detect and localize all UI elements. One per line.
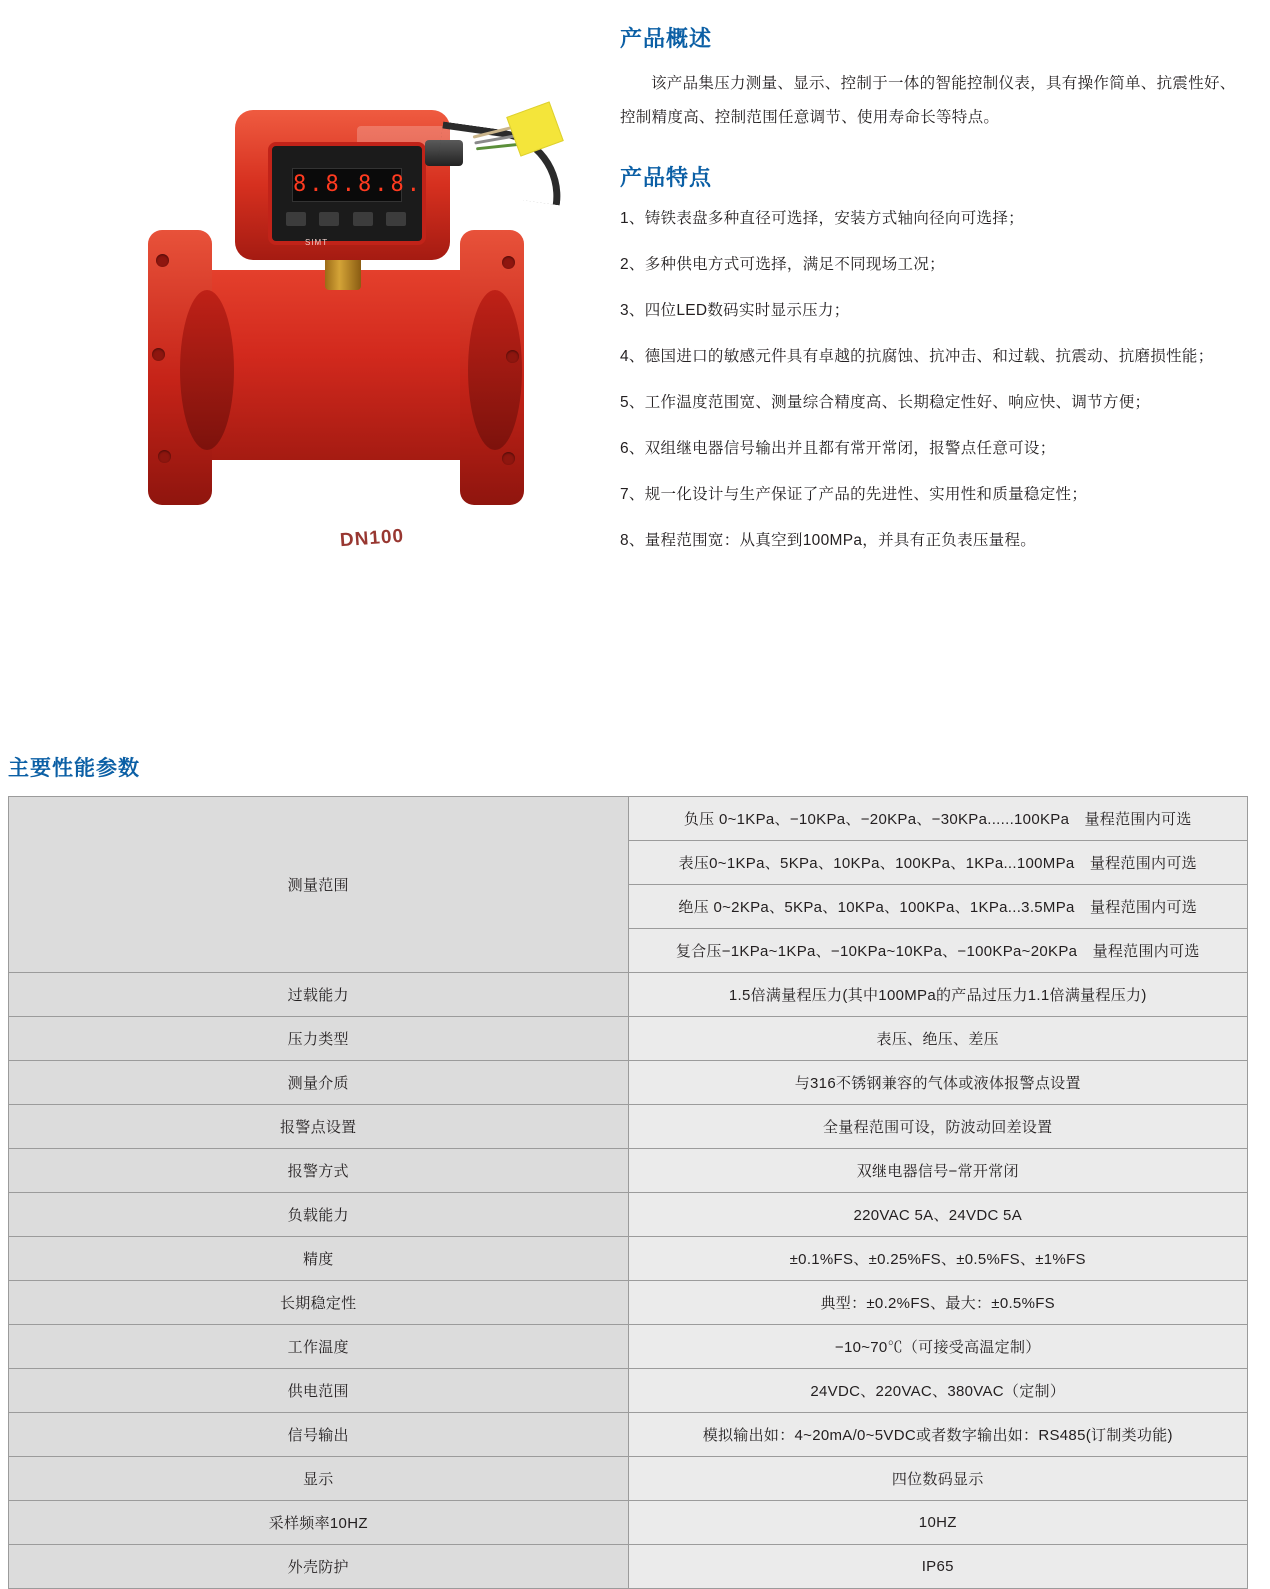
row-label-measuring-range: 测量范围 [9,797,629,973]
list-item [620,298,1250,324]
list-item-number: 6、 [620,440,645,457]
list-item-text: 量程范围宽：从真空到100MPa，并具有正负表压量程。 [644,532,1037,549]
row-value: 220VAC 5A、24VDC 5A [628,1193,1248,1237]
list-item-number: 3、 [620,302,645,319]
row-label: 采样频率10HZ [9,1501,629,1545]
list-item-number: 5、 [620,394,645,411]
row-value: 模拟输出如：4~20mA/0~5VDC或者数字输出如：RS485(订制类功能) [628,1413,1248,1457]
list-item-text: 德国进口的敏感元件具有卓越的抗腐蚀、抗冲击、和过载、抗震动、抗磨损性能； [644,348,1214,365]
list-item [620,436,1250,462]
row-value: 绝压 0~2KPa、5KPa、10KPa、100KPa、1KPa...3.5MPa 量程范围内可选 [628,885,1248,929]
key-left[interactable] [319,212,339,226]
table-row [9,1501,1248,1545]
list-item-number: 4、 [620,348,645,365]
table-row [9,1017,1248,1061]
list-item [620,206,1250,232]
row-value: ±0.1%FS、±0.25%FS、±0.5%FS、±1%FS [628,1237,1248,1281]
text-column [620,0,1270,700]
list-item-text: 铸铁表盘多种直径可选择，安装方式轴向径向可选择； [644,210,1024,227]
features-title: 产品特点 [620,165,713,190]
row-value: 双继电器信号−常开常闭 [628,1149,1248,1193]
row-value: 表压、绝压、差压 [628,1017,1248,1061]
flange-left-bore [180,290,234,450]
key-set[interactable] [286,212,306,226]
row-label: 负载能力 [9,1193,629,1237]
list-item [620,482,1250,508]
list-item [620,390,1250,416]
flange-right [460,230,524,505]
row-label: 工作温度 [9,1325,629,1369]
row-label: 显示 [9,1457,629,1501]
product-photo [0,0,620,700]
table-row [9,1105,1248,1149]
row-value: 四位数码显示 [628,1457,1248,1501]
list-item [620,528,1250,554]
features-list [620,206,1250,554]
table-row [9,1193,1248,1237]
row-label: 过载能力 [9,973,629,1017]
row-value: 24VDC、220VAC、380VAC（定制） [628,1369,1248,1413]
flange-bolt [506,350,519,363]
row-value: 1.5倍满量程压力(其中100MPa的产品过压力1.1倍满量程压力) [628,973,1248,1017]
table-row [9,973,1248,1017]
list-item-number: 1、 [620,210,645,227]
list-item-number: 2、 [620,256,645,273]
table-row [9,1061,1248,1105]
table-row [9,1369,1248,1413]
list-item-number: 8、 [620,532,645,549]
row-label: 长期稳定性 [9,1281,629,1325]
row-label: 信号输出 [9,1413,629,1457]
list-item-number: 7、 [620,486,645,503]
list-item [620,252,1250,278]
key-enter[interactable] [386,212,406,226]
list-item-text: 工作温度范围宽、测量综合精度高、长期稳定性好、响应快、调节方便； [644,394,1151,411]
row-label: 供电范围 [9,1369,629,1413]
flange-bolt [502,256,515,269]
table-row [9,1281,1248,1325]
device-body [200,270,490,552]
params-title: 主要性能参数 [8,757,140,780]
top-section [0,0,1270,700]
overview-paragraph: 该产品集压力测量、显示、控制于一体的智能控制仪表，具有操作简单、抗震性好、控制精度高、控制范围任意调节、使用寿命长等特点。 [620,75,1236,126]
device-body-marking: DN100 [339,525,405,552]
table-row [9,797,1248,841]
specifications-table [8,796,1248,1589]
flange-bolt [152,348,165,361]
led-display: 8.8.8.8. [292,168,402,202]
flange-bolt [156,254,169,267]
pressure-transmitter-illustration [120,100,550,550]
row-value: 表压0~1KPa、5KPa、10KPa、100KPa、1KPa...100MPa 量程范围内可选 [628,841,1248,885]
row-label: 报警方式 [9,1149,629,1193]
row-value: 复合压−1KPa~1KPa、−10KPa~10KPa、−100KPa~20KPa 量程范围内可选 [628,929,1248,973]
row-value: IP65 [628,1545,1248,1589]
list-item-text: 四位LED数码实时显示压力； [644,302,850,319]
row-label: 精度 [9,1237,629,1281]
flange-bolt [502,452,515,465]
keypad[interactable] [286,212,406,226]
row-value: 全量程范围可设，防波动回差设置 [628,1105,1248,1149]
table-row [9,1149,1248,1193]
table-row [9,1325,1248,1369]
table-row [9,1413,1248,1457]
list-item-text: 多种供电方式可选择，满足不同现场工况； [644,256,945,273]
overview-title: 产品概述 [620,26,713,51]
flange-right-bore [468,290,522,450]
list-item-text: 规一化设计与生产保证了产品的先进性、实用性和质量稳定性； [644,486,1088,503]
brand-label: SIMT [305,238,329,247]
row-value: 典型：±0.2%FS、最大：±0.5%FS [628,1281,1248,1325]
list-item [620,344,1250,370]
list-item-text: 双组继电器信号输出并且都有常开常闭，报警点任意可设； [644,440,1056,457]
row-value: 10HZ [628,1501,1248,1545]
display-panel [268,142,426,245]
key-up[interactable] [353,212,373,226]
table-row [9,1545,1248,1589]
flange-bolt [158,450,171,463]
table-row [9,1457,1248,1501]
row-value: 负压 0~1KPa、−10KPa、−20KPa、−30KPa......100KPa 量程范围内可选 [628,797,1248,841]
row-label: 测量介质 [9,1061,629,1105]
row-value: −10~70℃（可接受高温定制） [628,1325,1248,1369]
row-label: 外壳防护 [9,1545,629,1589]
row-label: 压力类型 [9,1017,629,1061]
row-label: 报警点设置 [9,1105,629,1149]
row-value: 与316不锈钢兼容的气体或液体报警点设置 [628,1061,1248,1105]
flange-left [148,230,212,505]
table-row [9,1237,1248,1281]
